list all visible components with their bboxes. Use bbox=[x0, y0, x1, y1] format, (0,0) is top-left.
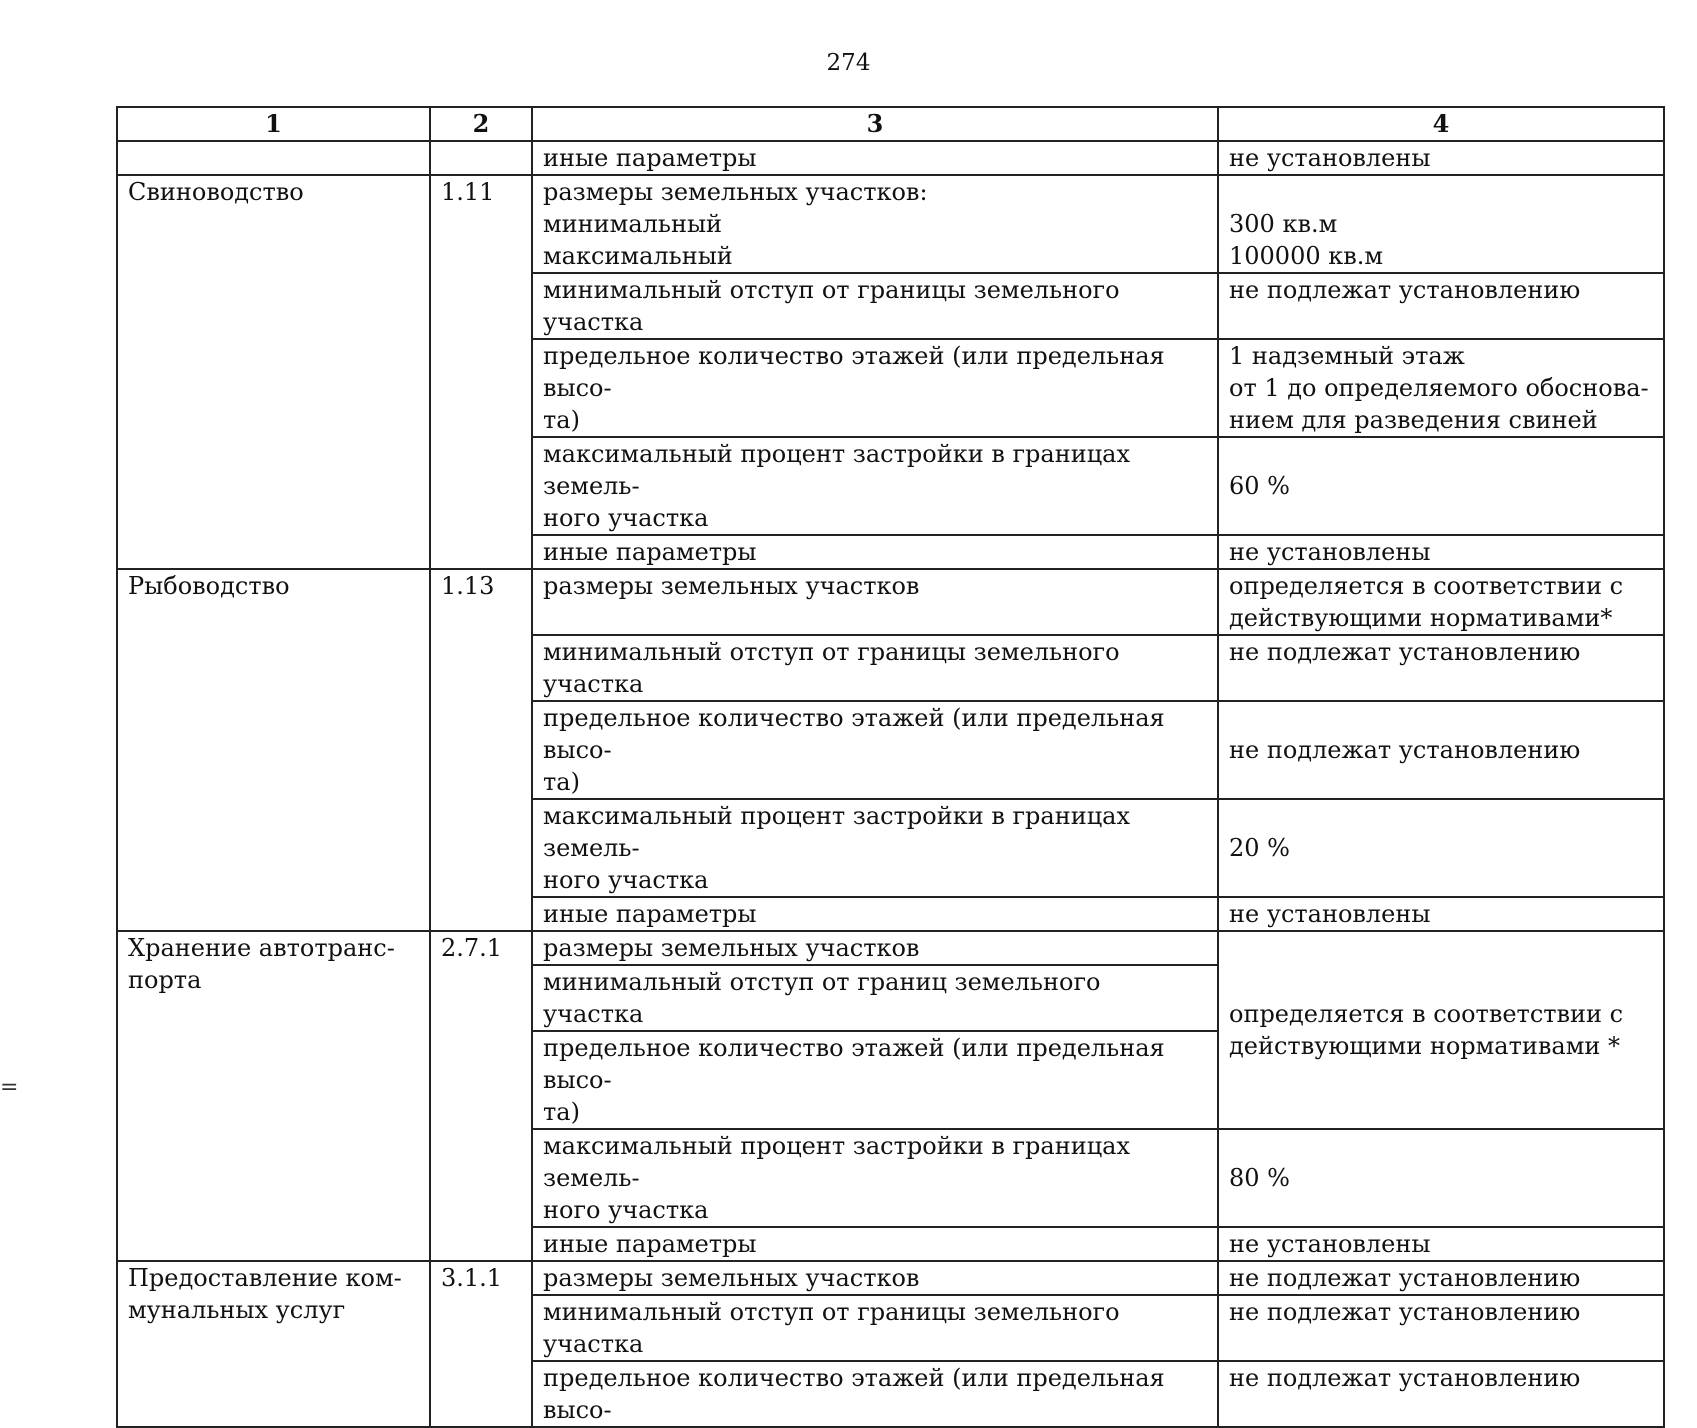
value-cell: определяется в соответствии с действующими нормативами* bbox=[1218, 569, 1664, 635]
value-cell: 20 % bbox=[1218, 799, 1664, 897]
use-name-cell: Рыбоводство bbox=[117, 569, 430, 931]
param-cell: предельное количество этажей (или предельная высо- та) bbox=[532, 701, 1218, 799]
param-cell: размеры земельных участков: минимальный максимальный bbox=[532, 175, 1218, 273]
value-cell: не установлены bbox=[1218, 897, 1664, 931]
value-cell: не подлежат установлению bbox=[1218, 273, 1664, 339]
margin-mark: = bbox=[0, 1075, 19, 1100]
value-cell: не установлены bbox=[1218, 141, 1664, 175]
param-cell: максимальный процент застройки в границах земель- ного участка bbox=[532, 437, 1218, 535]
value-cell: не подлежат установлению bbox=[1218, 1295, 1664, 1361]
table-row bbox=[117, 1261, 1664, 1295]
use-code-cell: 3.1.1 bbox=[430, 1261, 532, 1427]
header-col-4: 4 bbox=[1218, 107, 1664, 141]
use-code-cell: 2.7.1 bbox=[430, 931, 532, 1261]
use-name-cell: Предоставление ком- мунальных услуг bbox=[117, 1261, 430, 1427]
use-code-cell bbox=[430, 141, 532, 175]
param-cell: минимальный отступ от границ земельного участка bbox=[532, 965, 1218, 1031]
value-cell: не установлены bbox=[1218, 1227, 1664, 1261]
value-cell: 1 надземный этаж от 1 до определяемого обоснова- нием для разведения свиней bbox=[1218, 339, 1664, 437]
value-cell: не подлежат установлению bbox=[1218, 635, 1664, 701]
regulations-table bbox=[116, 106, 1665, 1428]
value-cell: не подлежат установлению bbox=[1218, 1261, 1664, 1295]
table-row bbox=[117, 569, 1664, 635]
table-row bbox=[117, 141, 1664, 175]
use-code-cell: 1.13 bbox=[430, 569, 532, 931]
param-cell: размеры земельных участков bbox=[532, 569, 1218, 635]
header-col-3: 3 bbox=[532, 107, 1218, 141]
param-cell: иные параметры bbox=[532, 1227, 1218, 1261]
value-cell: 300 кв.м 100000 кв.м bbox=[1218, 175, 1664, 273]
page-number: 274 bbox=[826, 50, 871, 76]
value-cell: 80 % bbox=[1218, 1129, 1664, 1227]
value-cell: не установлены bbox=[1218, 535, 1664, 569]
param-cell: максимальный процент застройки в границах земель- ного участка bbox=[532, 799, 1218, 897]
value-cell: определяется в соответствии с действующими нормативами * bbox=[1218, 931, 1664, 1129]
param-cell: размеры земельных участков bbox=[532, 1261, 1218, 1295]
param-cell: иные параметры bbox=[532, 535, 1218, 569]
param-cell: предельное количество этажей (или предельная высо- bbox=[532, 1361, 1218, 1427]
param-cell: размеры земельных участков bbox=[532, 931, 1218, 965]
param-cell: минимальный отступ от границы земельного участка bbox=[532, 1295, 1218, 1361]
use-code-cell: 1.11 bbox=[430, 175, 532, 569]
param-cell: предельное количество этажей (или предельная высо- та) bbox=[532, 1031, 1218, 1129]
table-header-row bbox=[117, 107, 1664, 141]
header-col-2: 2 bbox=[430, 107, 532, 141]
value-cell: не подлежат установлению bbox=[1218, 1361, 1664, 1427]
table-row bbox=[117, 175, 1664, 273]
param-cell: предельное количество этажей (или предельная высо- та) bbox=[532, 339, 1218, 437]
param-cell: минимальный отступ от границы земельного участка bbox=[532, 635, 1218, 701]
value-cell: не подлежат установлению bbox=[1218, 701, 1664, 799]
value-cell: 60 % bbox=[1218, 437, 1664, 535]
table-row bbox=[117, 931, 1664, 965]
use-name-cell: Хранение автотранс- порта bbox=[117, 931, 430, 1261]
param-cell: максимальный процент застройки в границах земель- ного участка bbox=[532, 1129, 1218, 1227]
header-col-1: 1 bbox=[117, 107, 430, 141]
use-name-cell: Свиноводство bbox=[117, 175, 430, 569]
param-cell: иные параметры bbox=[532, 897, 1218, 931]
use-name-cell bbox=[117, 141, 430, 175]
param-cell: минимальный отступ от границы земельного участка bbox=[532, 273, 1218, 339]
param-cell: иные параметры bbox=[532, 141, 1218, 175]
